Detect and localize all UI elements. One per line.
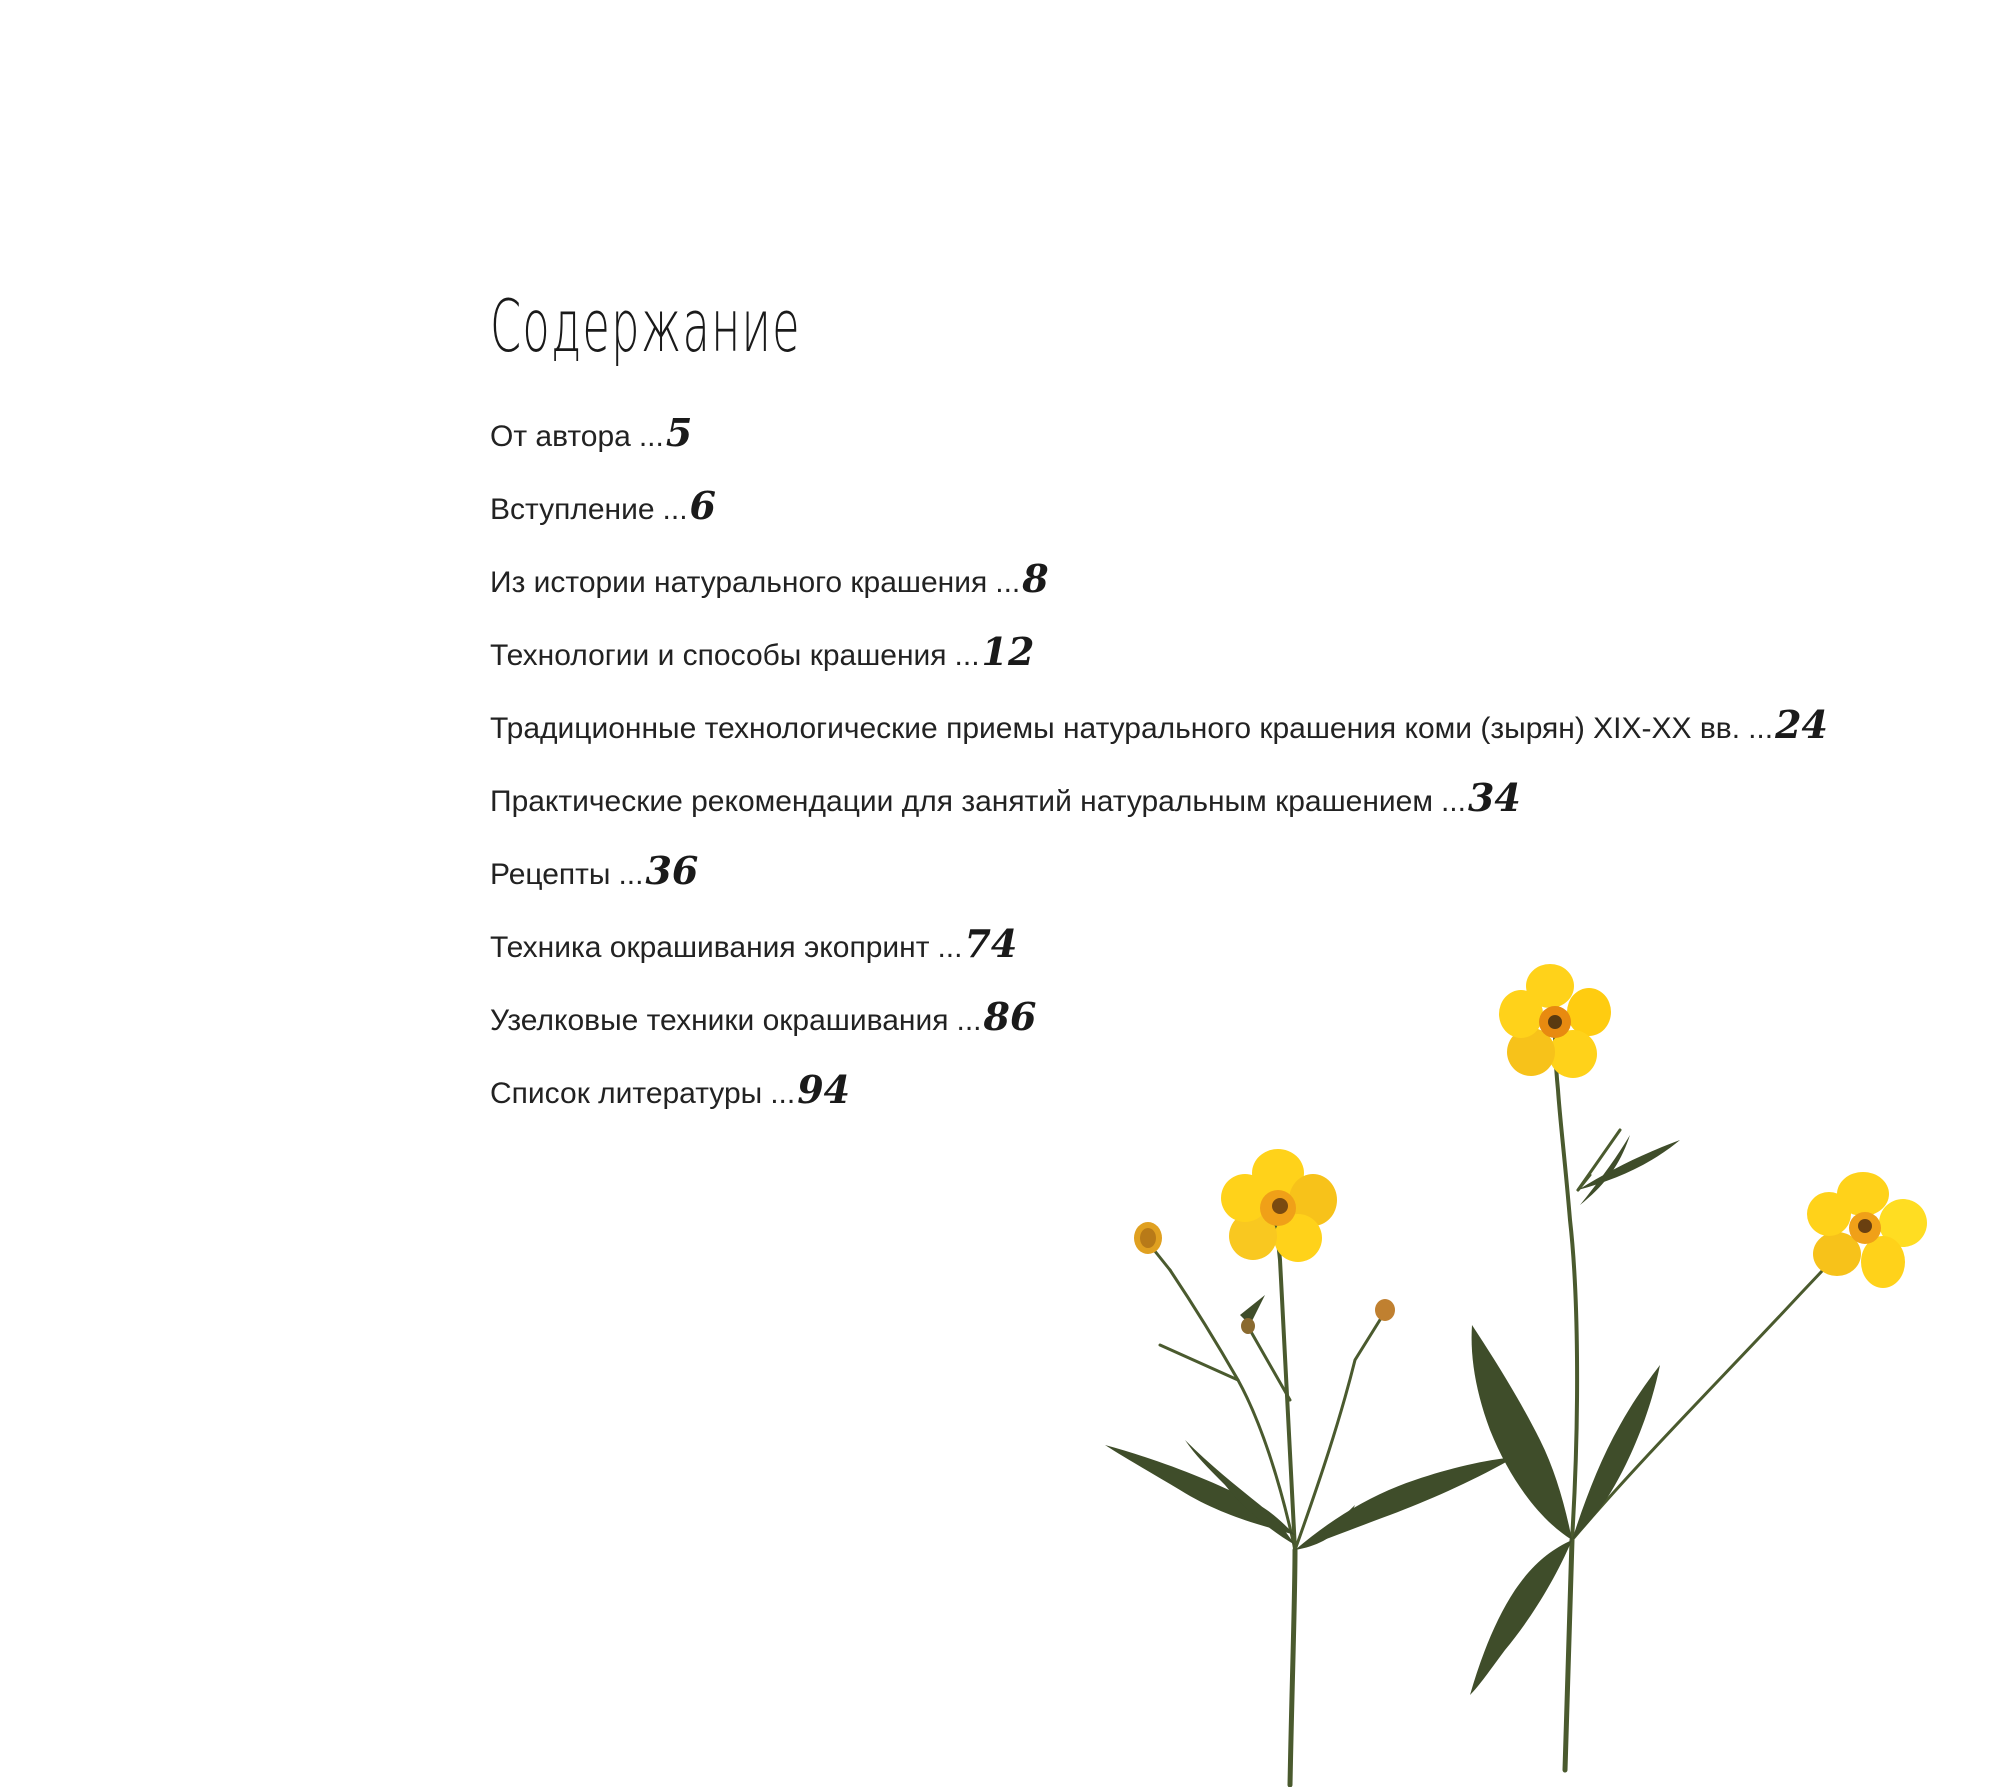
toc-page-number: 86 <box>983 994 1037 1039</box>
toc-page-number: 74 <box>964 921 1018 966</box>
toc-entry-title: Технологии и способы крашения <box>490 639 947 672</box>
toc-leader: ... <box>1748 712 1774 745</box>
toc-leader: ... <box>956 1004 982 1037</box>
toc-leader: ... <box>770 1077 796 1110</box>
pressed-buttercup-illustration <box>1100 960 1950 1787</box>
toc-entry[interactable] <box>490 410 1828 483</box>
toc-entry[interactable] <box>490 556 1828 629</box>
flower-left <box>1221 1149 1337 1262</box>
page-title: Содержание <box>490 284 801 368</box>
toc-leader: ... <box>638 420 664 453</box>
toc-entry[interactable] <box>490 483 1828 556</box>
toc-entry-title: Узелковые техники окрашивания <box>490 1004 949 1037</box>
toc-entry[interactable] <box>490 775 1828 848</box>
toc-page-number: 24 <box>1775 702 1828 747</box>
toc-entry-title: Техника окрашивания экопринт <box>490 931 930 964</box>
toc-entry[interactable] <box>490 848 1828 921</box>
toc-leader: ... <box>662 493 688 526</box>
toc-entry[interactable] <box>490 629 1828 702</box>
toc-entry-title: От автора <box>490 420 631 453</box>
toc-leader: ... <box>954 639 980 672</box>
toc-page-number: 94 <box>797 1067 851 1112</box>
toc-page-number: 8 <box>1022 556 1049 601</box>
toc-leader: ... <box>937 931 963 964</box>
toc-leader: ... <box>995 566 1021 599</box>
flower-top <box>1499 964 1611 1078</box>
toc-leader: ... <box>618 858 644 891</box>
toc-page-number: 5 <box>665 410 693 455</box>
toc-entry[interactable] <box>490 702 1828 775</box>
leaves <box>1105 1135 1680 1695</box>
toc-page-number: 12 <box>981 629 1035 674</box>
toc-page-number: 6 <box>689 483 716 528</box>
toc-entry-title: Список литературы <box>490 1077 763 1110</box>
toc-entry-title: Рецепты <box>490 858 611 891</box>
toc-entry-title: Традиционные технологические приемы натурального крашения коми (зырян) XIX-XX вв. <box>490 712 1741 745</box>
toc-leader: ... <box>1440 785 1466 818</box>
toc-page-number: 34 <box>1467 775 1521 820</box>
toc-entry-title: Вступление <box>490 493 655 526</box>
toc-page-number: 36 <box>645 848 699 893</box>
toc-entry-title: Из истории натурального крашения <box>490 566 988 599</box>
flower-right <box>1807 1172 1927 1288</box>
toc-entry-title: Практические рекомендации для занятий натуральным крашением <box>490 785 1433 818</box>
